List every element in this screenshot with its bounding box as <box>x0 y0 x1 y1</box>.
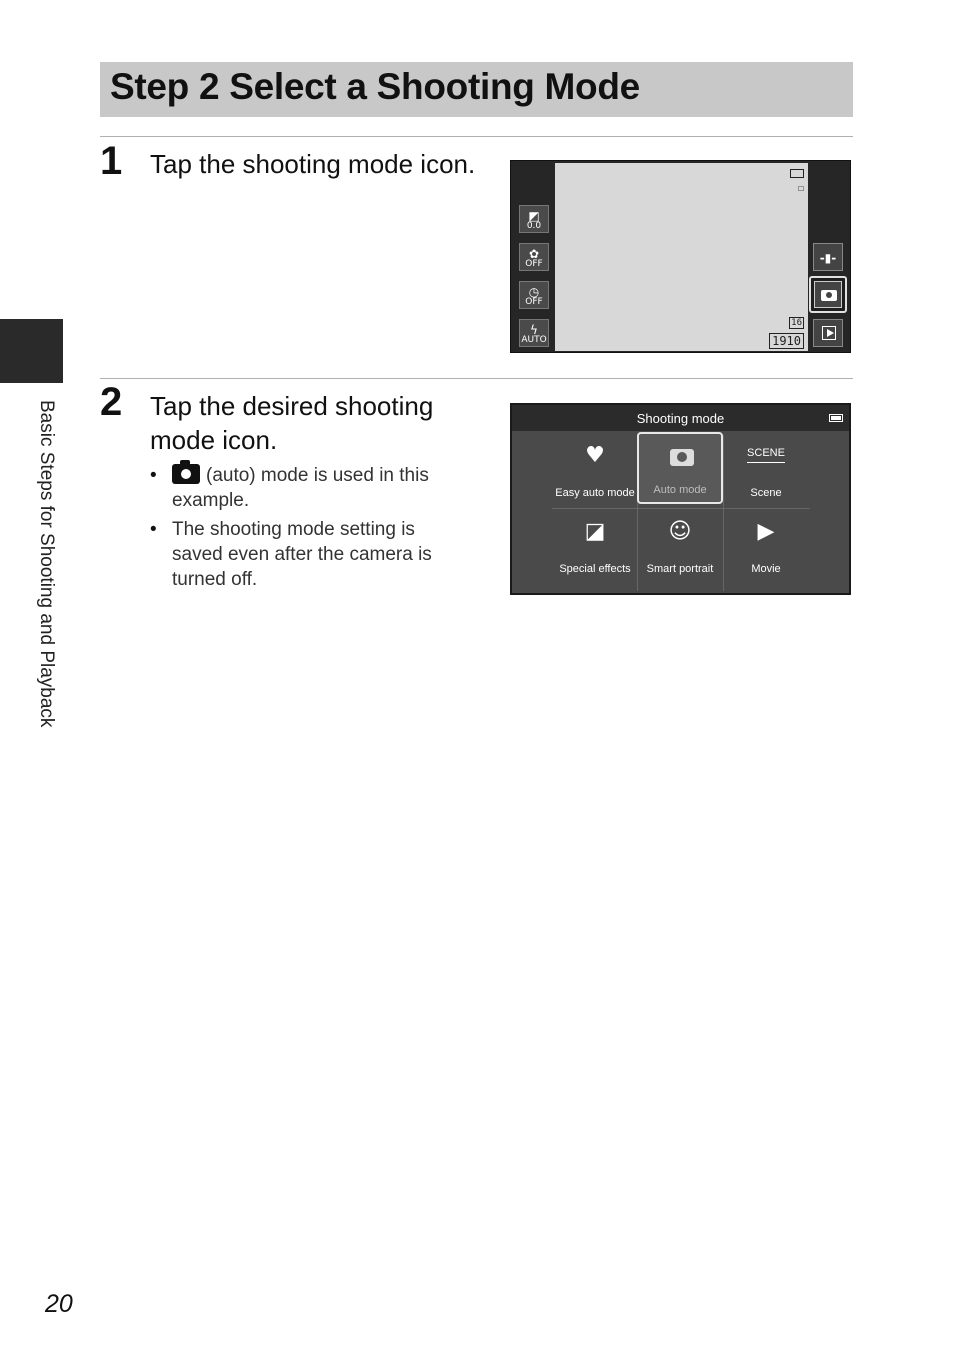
image-size-indicator: 16 <box>791 318 802 328</box>
title-bar <box>100 62 853 117</box>
mode-movie[interactable]: ▶ Movie <box>751 519 781 575</box>
smart-portrait-icon: ☺ <box>668 519 692 544</box>
mode-easy-auto[interactable]: ♥ Easy auto mode <box>555 443 635 499</box>
bullet-list <box>150 463 470 596</box>
step-number: 1 <box>100 139 123 183</box>
scene-icon: SCENE <box>747 443 785 463</box>
mode-special-effects[interactable]: ◪ Special effects <box>559 519 631 575</box>
camera-icon <box>668 444 696 470</box>
playback-button[interactable] <box>813 319 843 347</box>
vibration-reduction-icon: ☐ <box>797 183 804 194</box>
menu-header: Shooting mode <box>512 405 849 431</box>
easy-auto-icon: ♥ <box>585 443 605 468</box>
exposure-icon: ◩ <box>528 209 540 223</box>
macro-button[interactable]: ✿ OFF <box>519 243 549 271</box>
play-icon <box>822 326 836 340</box>
chapter-tab <box>0 319 63 383</box>
movie-icon: ▶ <box>757 519 775 544</box>
shooting-mode-button[interactable] <box>809 276 847 313</box>
battery-icon <box>829 414 843 422</box>
viewfinder <box>555 163 808 351</box>
step-number: 2 <box>100 380 123 424</box>
remaining-exposures: 1910 <box>769 333 804 349</box>
page-title: Step 2 Select a Shooting Mode <box>110 66 640 107</box>
zoom-button[interactable] <box>813 243 843 271</box>
self-timer-icon: ◷ <box>528 285 540 299</box>
chapter-label: Basic Steps for Shooting and Playback <box>36 400 57 728</box>
list-item: • (auto) mode is used in this example. <box>150 463 470 513</box>
step-instruction: Tap the shooting mode icon. <box>150 149 476 179</box>
camera-shooting-screen <box>510 160 851 353</box>
macro-icon: ✿ <box>528 247 540 261</box>
flash-mode-button[interactable]: ϟ AUTO <box>519 319 549 347</box>
mode-scene[interactable]: SCENE Scene <box>723 433 809 505</box>
divider <box>100 136 853 137</box>
zoom-icon: -▮- <box>819 251 837 265</box>
camera-icon <box>821 290 837 301</box>
step-instruction: Tap the desired shooting mode icon. <box>150 391 434 455</box>
shooting-mode-menu <box>510 403 851 595</box>
divider <box>100 378 853 379</box>
page-number: 20 <box>45 1290 73 1318</box>
list-item: • The shooting mode setting is saved even after the camera is turned off. <box>150 517 470 592</box>
exposure-compensation-button[interactable]: ◩ 0.0 <box>519 205 549 233</box>
camera-icon <box>172 464 200 484</box>
special-effects-icon: ◪ <box>584 519 606 544</box>
flash-icon: ϟ <box>530 323 538 337</box>
battery-icon <box>790 169 804 178</box>
mode-smart-portrait[interactable]: ☺ Smart portrait <box>646 519 714 575</box>
self-timer-button[interactable]: ◷ OFF <box>519 281 549 309</box>
mode-auto[interactable]: Auto mode <box>637 432 723 504</box>
